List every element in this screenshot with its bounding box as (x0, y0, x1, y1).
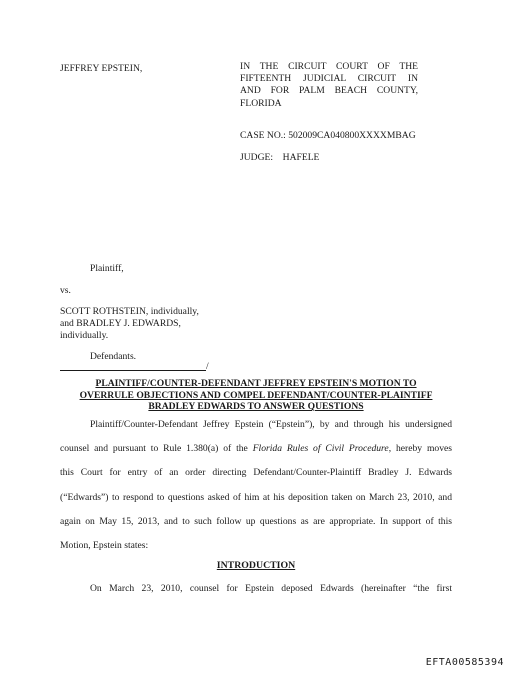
caption-rule (60, 370, 206, 371)
bates-stamp: EFTA00585394 (425, 657, 504, 668)
plaintiff-name: JEFFREY EPSTEIN, (60, 63, 143, 74)
court-line: IN THE CIRCUIT COURT OF THE (240, 61, 418, 72)
body-text: , hereby moves (388, 443, 452, 455)
body-line: (“Edwards”) to respond to questions asked of him at his deposition taken on March 23, 2010, and (60, 491, 452, 503)
introduction-heading: INTRODUCTION (216, 560, 296, 571)
body-line: again on May 15, 2013, and to such follow up questions as are appropriate. In support of this (60, 515, 452, 527)
court-line: FIFTEENTH JUDICIAL CIRCUIT IN (240, 73, 418, 85)
title-line: OVERRULE OBJECTIONS AND COMPEL DEFENDANT/COUNTER-PLAINTIFF (79, 389, 433, 401)
court-line: FLORIDA (240, 97, 282, 109)
rule-citation: Florida Rules of Civil Procedure (252, 443, 389, 455)
body-line: this Court for entry of an order directing Defendant/Counter-Plaintiff Bradley J. Edwards (60, 467, 452, 479)
title-line: PLAINTIFF/COUNTER-DEFENDANT JEFFREY EPSTEIN'S MOTION TO (95, 378, 417, 389)
body-paragraph (60, 413, 452, 558)
defendant-line: SCOTT ROTHSTEIN, individually, (60, 306, 199, 317)
caption-slash: / (206, 361, 209, 372)
title-line: BRADLEY EDWARDS TO ANSWER QUESTIONS (148, 401, 364, 412)
case-number: CASE NO.: 502009CA040800XXXXMBAG (240, 130, 416, 141)
versus-label: vs. (60, 285, 71, 296)
body-line (60, 437, 452, 461)
defendant-line: and BRADLEY J. EDWARDS, (60, 318, 181, 329)
body-line: On March 23, 2010, counsel for Epstein deposed Edwards (hereinafter “the first (90, 583, 452, 594)
body-line: Plaintiff/Counter-Defendant Jeffrey Epstein (“Epstein”), by and through his undersigned (90, 419, 452, 430)
defendant-line: individually. (60, 330, 109, 341)
defendants-label: Defendants. (90, 351, 137, 362)
body-line: Motion, Epstein states: (60, 540, 149, 552)
plaintiff-label: Plaintiff, (90, 263, 124, 274)
judge-name: JUDGE: HAFELE (240, 152, 320, 163)
motion-title (60, 378, 452, 413)
introduction-paragraph (60, 577, 452, 601)
body-text: counsel and pursuant to Rule 1.380(a) of the (60, 443, 253, 455)
court-line: AND FOR PALM BEACH COUNTY, (240, 85, 418, 97)
court-name-block (240, 61, 418, 110)
